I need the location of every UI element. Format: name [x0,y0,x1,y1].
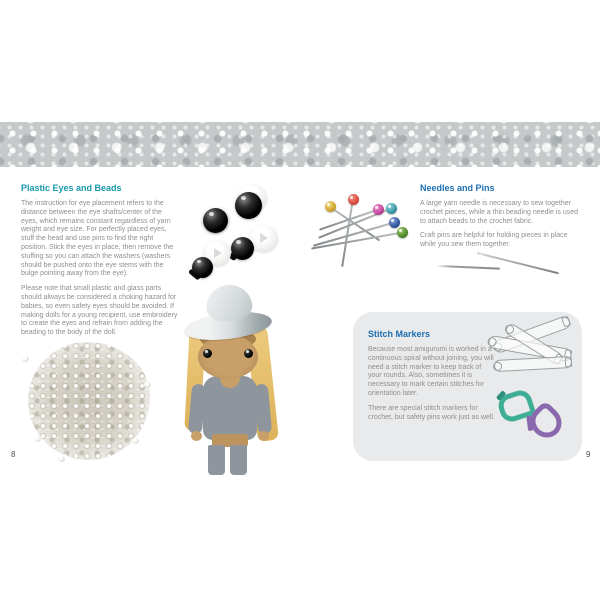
glitter-banner-image [0,122,600,167]
pins-photo [300,178,418,278]
doll-eye-left [203,349,212,358]
doll-hand-left [191,431,202,441]
stitch-markers-text [368,329,496,428]
left-paragraph-2: Please note that small plastic and glass parts should always be considered a choking hazard for babies, so even safety eyes should be avoided. If making dolls for a young recipient, use embroidery to create the eyes and refrain from adding the beading to the body of the doll. [21,285,178,337]
doll-eye-right [244,349,253,358]
safety-eye [231,237,254,260]
doll-leg-left [208,445,225,475]
safety-pin [494,356,573,372]
doll-photo [172,283,302,475]
beading-needle [438,265,500,269]
pearl-pin-magenta [373,204,384,215]
safety-pins-sketch [486,316,578,390]
safety-eye [192,257,213,278]
right-paragraph-1: A large yarn needle is necessary to sew together crochet pieces, while a thin beading needle is used to attach beads to the crochet fabric. [420,200,578,225]
left-paragraph-1: The instruction for eye placement refers to the distance between the eye shafts/center of the eyes, which remains constant regardless of yarn weight and eye size. For perfectly placed eyes, stuff the head and use pins to find the right position. Stick the eyes in place, then remove the stuffing so you can attach the washers (washers should be pushed onto the eye stems with the bulge pointing away from the eye). [21,200,174,278]
doll-hand-right [258,431,269,441]
pearl-pin-blue [389,217,400,228]
section-title-left: Plastic Eyes and Beads [21,183,122,193]
page-number-left: 8 [11,450,16,459]
safety-eye [235,192,262,219]
bead [132,438,139,444]
safety-eye [203,208,228,233]
pearl-pin-yellow [325,201,336,212]
page-number-right: 9 [586,450,591,459]
bead [58,456,65,462]
pearl-pin-teal [386,203,397,214]
section-needles-and-pins [420,183,583,256]
pearl-pin-red [348,194,359,205]
doll-leg-right [230,445,247,475]
pearl-pin-green [397,227,408,238]
stitch-markers-title: Stitch Markers [368,329,431,339]
box-paragraph-2: There are special stitch markers for crochet, but safety pins work just as well. [368,404,495,421]
right-paragraph-2: Craft pins are helpful for holding pieces in place while you sew them together. [420,232,568,249]
bead [144,382,151,388]
stitch-markers-box [353,312,582,461]
section-plastic-eyes-and-beads [21,183,180,344]
safety-eyes-photo [186,180,286,295]
bead [22,356,29,362]
bead [34,436,41,442]
box-paragraph-1: Because most amigurumi is worked in a continuous spiral without joining, you will need a stitch marker to keep track of your rounds. Also, sometimes it is necessary to mark certain stitches for orientation later. [368,346,494,397]
section-title-right: Needles and Pins [420,183,495,193]
